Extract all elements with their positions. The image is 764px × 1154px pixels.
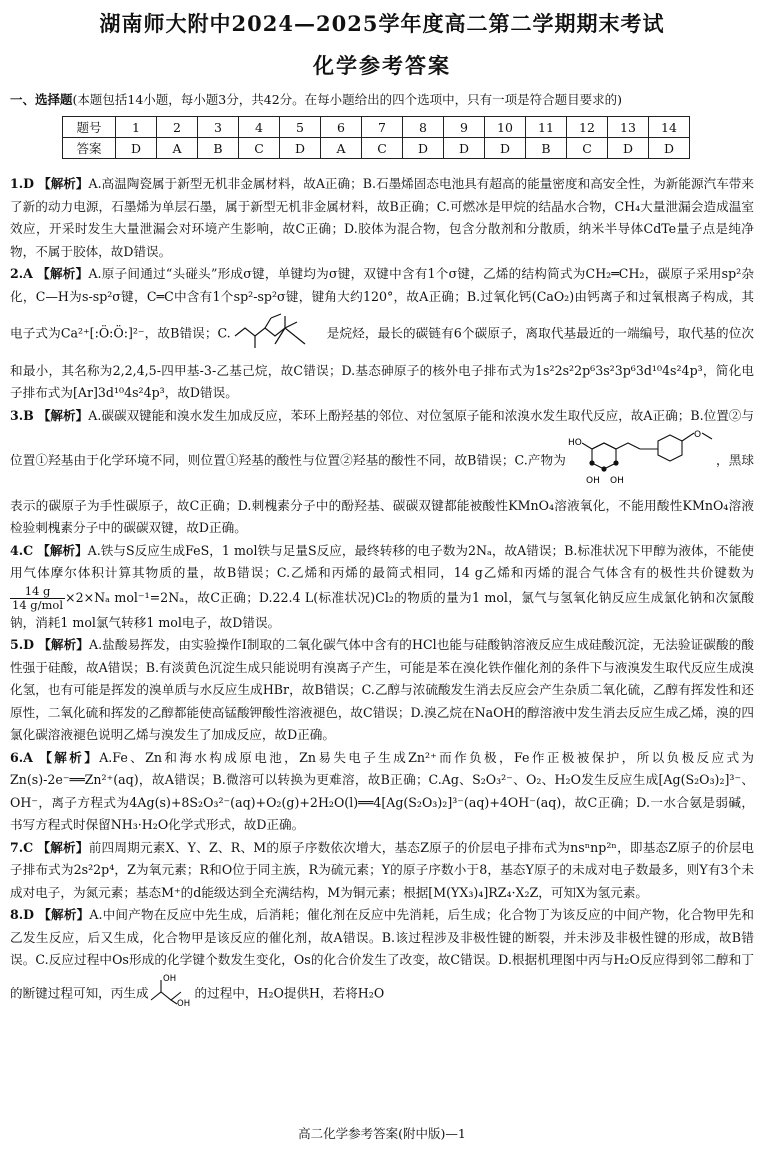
answer-table-row-numbers — [63, 117, 690, 138]
alkane-structure-figure — [231, 308, 327, 360]
answer-table — [62, 116, 690, 159]
explanation-text: 的过程中，H₂O提供H，若将H₂O — [194, 984, 385, 1000]
question-number: 8.D — [10, 907, 35, 922]
explanation-q5 — [10, 634, 754, 747]
exam-title: 湖南师大附中2024—2025学年度高二第二学期期末考试 — [99, 11, 665, 36]
analysis-tag: 【解析】 — [39, 749, 100, 765]
table-cell: A — [157, 138, 198, 159]
section-title: 一、选择题 — [10, 92, 73, 107]
page-subtitle: 化学参考答案 — [313, 53, 451, 78]
explanation-q1 — [10, 173, 754, 263]
oh-label: OH — [609, 476, 624, 486]
table-cell: B — [198, 138, 239, 159]
table-cell: C — [362, 138, 403, 159]
table-cell: D — [280, 138, 321, 159]
table-cell: 9 — [444, 117, 485, 138]
question-number: 1.D — [10, 176, 35, 191]
table-cell: D — [116, 138, 157, 159]
explanation-text: ，黑球表示的碳原子为手性碳原子，故C正确；D.刺槐素分子中的酚羟基、碳碳双键都能被酸性KMnO₄溶液氧化，不能用酸性KMnO₄溶液检验刺槐素分子中的碳碳双键，故D正确。 — [10, 452, 755, 535]
table-cell: C — [567, 138, 608, 159]
oh-label: OH — [585, 476, 600, 486]
table-cell: D — [444, 138, 485, 159]
table-cell: D — [649, 138, 690, 159]
analysis-tag: 【解析】 — [37, 839, 89, 855]
explanation-text: A.铁与S反应生成FeS，1 mol铁与足量S反应，最终转移的电子数为2Nₐ，故A错误；B.标准状况下甲醇为液体，不能使用气体摩尔体积计算其物质的量，故B错误；C.乙烯和丙烯的最简式相同，14 g乙烯和丙烯的混合气体含有的极性共价键数为 — [10, 542, 754, 580]
table-cell: B — [526, 138, 567, 159]
table-cell: 4 — [239, 117, 280, 138]
analysis-tag: 【解析】 — [38, 176, 89, 191]
section-instruction: (本题包括14小题，每小题3分，共42分。在每小题给出的四个选项中，只有一项是符合题目要求的) — [72, 92, 623, 107]
question-number: 4.C — [10, 542, 34, 558]
table-cell: 3 — [198, 117, 239, 138]
explanation-text: 是烷烃，最长的碳链有6个碳原子，离取代基最近的一端编号，取代基的位次和最小，其名称为2,2,4,5-四甲基-3-乙基己烷，故C错误；D.基态砷原子的核外电子排布式为1s²2s²2p⁶3s²3p⁶3d¹⁰4s²4p³，简化电子排布式为[Ar]3d¹⁰4s²4p³，故D错误。 — [10, 325, 755, 400]
fraction — [10, 585, 65, 612]
analysis-tag: 【解析】 — [37, 407, 89, 423]
question-number: 3.B — [10, 407, 34, 423]
table-cell: 2 — [157, 117, 198, 138]
table-cell: D — [403, 138, 444, 159]
ho-label: HO — [567, 438, 582, 448]
table-cell: 5 — [280, 117, 321, 138]
question-number: 6.A — [10, 749, 33, 765]
fraction-denominator: 14 g/mol — [12, 597, 64, 612]
question-number: 7.C — [10, 839, 34, 855]
explanation-q8 — [10, 904, 754, 1015]
table-cell: C — [239, 138, 280, 159]
explanation-text: A.高温陶瓷属于新型无机非金属材料，故A正确；B.石墨烯固态电池具有超高的能量密度和高安全性，为新能源汽车带来了新的动力电源，石墨烯为单层石墨，属于新型无机非金属材料，故B正确；C.可燃冰是甲烷的结晶水合物，CH₄大量泄漏会造成温室效应，开采时发生大量泄漏会对环境产生影响，故C正确；D.胶体为混合物，包含分散剂和分散质，纳米半导体CdTe量子点是纯净物，不属于胶体，故D错误。 — [10, 176, 754, 259]
table-cell: D — [608, 138, 649, 159]
explanation-text: 前四周期元素X、Y、Z、R、M的原子序数依次增大，基态Z原子的价层电子排布式为nsⁿnp²ⁿ，即基态Z原子的价层电子排布式为2s²2p⁴，Z为氧元素；R和O位于同主族，R为硫元素；Y的原子序数小于8，基态Y原子的未成对电子数最多，则Y有3个未成对电子，为氮元素；基态M⁺的d能级达到全充满结构，M为铜元素；根据[M(YX₃)₄]RZ₄·X₂Z，可知X为氢元素。 — [10, 839, 754, 900]
table-cell: 14 — [649, 117, 690, 138]
question-number: 2.A — [10, 266, 33, 281]
analysis-tag: 【解析】 — [38, 907, 90, 922]
table-cell: A — [321, 138, 362, 159]
table-cell: 12 — [567, 117, 608, 138]
table-cell: 6 — [321, 117, 362, 138]
explanation-q2 — [10, 263, 754, 405]
oh-label: OH — [176, 998, 190, 1008]
o-label: O — [693, 430, 701, 440]
explanation-text: ×2×Nₐ mol⁻¹=2Nₐ，故C正确；D.22.4 L(标准状况)Cl₂的物质的量为1 mol，氯气与氢氧化钠反应生成氯化钠和次氯酸钠，消耗1 mol氯气转移1 mol电子，故D错误。 — [10, 589, 754, 630]
answer-table-row-answers — [63, 138, 690, 159]
explanation-q4 — [10, 540, 754, 635]
explanation-text: A.中间产物在反应中先生成，后消耗；催化剂在反应中先消耗，后生成；化合物丁为该反应的中间产物，化合物甲先和乙发生反应，后又生成，化合物甲是该反应的催化剂，故A错误。B.该过程涉及非极性键的断裂，并未涉及非极性键的形成，故B错误。C.反应过程中Os形成的化学键个数发生变化，Os的化合价发生了改变，故C错误。D.根据机理图中丙与H₂O反应得到邻二醇和丁的断键过程可知，丙生成 — [10, 907, 754, 1000]
explanation-text: A.原子间通过“头碰头”形成σ键，单键均为σ键，双键中含有1个σ键，乙烯的结构简式为CH₂═CH₂，碳原子采用sp²杂化，C—H为s-sp²σ键，C═C中含有1个sp²-sp²σ键，键角大约120°，故A正确；B.过氧化钙(CaO₂)由钙离子和过氧根离子构成，其电子式为Ca²⁺[:Ö:Ö:]²⁻，故B错误；C. — [10, 266, 754, 341]
table-cell: 13 — [608, 117, 649, 138]
table-cell: 1 — [116, 117, 157, 138]
explanation-text: A.Fe、Zn和海水构成原电池，Zn易失电子生成Zn²⁺而作负极，Fe作正极被保护，所以负极反应式为Zn(s)-2e⁻══Zn²⁺(aq)，故A错误；B.微溶可以转换为更难溶，故B正确；C.Ag、S₂O₃²⁻、O₂、H₂O发生反应生成[Ag(S₂O₃)₂]³⁻、OH⁻，离子方程式为4Ag(s)+8S₂O₃²⁻(aq)+O₂(g)+2H₂O(l)══4[Ag(S₂O₃)₂]³⁻(aq)+4OH⁻(aq)，故C正确；D.一水合氨是弱碱，书写方程式时保留NH₃·H₂O化学式形式，故D正确。 — [10, 749, 755, 832]
table-header-cell: 题号 — [63, 117, 116, 138]
section-heading — [10, 90, 622, 108]
oh-label: OH — [162, 973, 176, 984]
table-cell: 10 — [485, 117, 526, 138]
product-structure-figure — [566, 427, 716, 495]
explanation-text: A.碳碳双键能和溴水发生加成反应，苯环上酚羟基的邻位、对位氢原子能和浓溴水发生取代反应，故A正确；B.位置②与位置①羟基由于化学环境不同，则位置①羟基的酸性与位置②羟基的酸性不同，故B错误；C.产物为 — [10, 407, 755, 468]
explanation-q6 — [10, 747, 754, 837]
table-header-cell: 答案 — [63, 138, 116, 159]
explanations — [10, 173, 754, 1015]
analysis-tag: 【解析】 — [38, 637, 89, 652]
table-cell: D — [485, 138, 526, 159]
explanation-q7 — [10, 837, 754, 905]
table-cell: 8 — [403, 117, 444, 138]
explanation-q3 — [10, 405, 754, 540]
table-cell: 11 — [526, 117, 567, 138]
question-number: 5.D — [10, 637, 35, 652]
analysis-tag: 【解析】 — [37, 266, 89, 281]
page-footer: 高二化学参考答案(附中版)—1 — [298, 1126, 466, 1141]
diol-structure-figure — [149, 972, 195, 1016]
table-cell: 7 — [362, 117, 403, 138]
explanation-text: A.盐酸易挥发，由实验操作Ⅰ制取的二氧化碳气体中含有的HCl也能与硅酸钠溶液反应生成硅酸沉淀，无法验证碳酸的酸性强于硅酸，故A错误；B.有淡黄色沉淀生成只能说明有溴离子产生，可能是苯在溴化铁作催化剂的条件下与液溴发生取代反应生成溴化氢，也有可能是挥发的溴单质与水反应生成HBr，故B错误；C.乙醇与浓硫酸发生消去反应会产生杂质二氧化硫，乙醇有挥发性和还原性，二氧化硫和挥发的乙醇都能使高锰酸钾酸性溶液褪色，故C错误；D.溴乙烷在NaOH的醇溶液中发生消去反应生成乙烯，溴的四氯化碳溶液褪色说明乙烯与溴发生了加成反应，故D正确。 — [10, 637, 754, 742]
analysis-tag: 【解析】 — [37, 542, 88, 558]
fraction-numerator: 14 g — [10, 585, 65, 599]
